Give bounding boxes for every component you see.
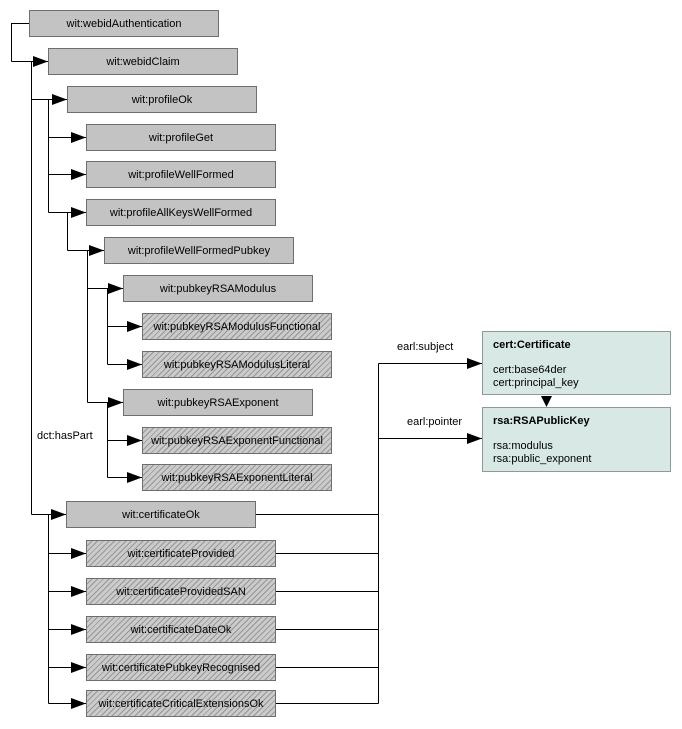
node-certificate-provided-san: wit:certificateProvidedSAN bbox=[86, 578, 276, 605]
node-webid-claim: wit:webidClaim bbox=[48, 48, 238, 75]
node-pubkey-rsa-exponent-literal: wit:pubkeyRSAExponentLiteral bbox=[142, 464, 332, 491]
node-pubkey-rsa-modulus-functional: wit:pubkeyRSAModulusFunctional bbox=[142, 313, 332, 340]
edge-label-earl-pointer: earl:pointer bbox=[407, 416, 463, 428]
attr-rsa-public-exponent: rsa:public_exponent bbox=[493, 453, 592, 465]
attr-cert-base64der: cert:base64der bbox=[493, 364, 567, 376]
class-rsa-public-key-title: rsa:RSAPublicKey bbox=[493, 415, 590, 427]
attr-rsa-modulus: rsa:modulus bbox=[493, 440, 553, 452]
edge-label-earl-subject: earl:subject bbox=[397, 341, 454, 353]
node-pubkey-rsa-exponent-functional: wit:pubkeyRSAExponentFunctional bbox=[142, 427, 332, 454]
node-certificate-critical-extensions-ok: wit:certificateCriticalExtensionsOk bbox=[86, 690, 276, 717]
node-pubkey-rsa-modulus-literal: wit:pubkeyRSAModulusLiteral bbox=[142, 351, 332, 378]
class-rsa-public-key bbox=[482, 407, 671, 472]
node-pubkey-rsa-modulus: wit:pubkeyRSAModulus bbox=[123, 275, 313, 302]
node-certificate-date-ok: wit:certificateDateOk bbox=[86, 616, 276, 643]
attr-cert-principal-key: cert:principal_key bbox=[493, 377, 579, 389]
node-profile-get: wit:profileGet bbox=[86, 124, 276, 151]
node-certificate-provided: wit:certificateProvided bbox=[86, 540, 276, 567]
node-certificate-pubkey-recognised: wit:certificatePubkeyRecognised bbox=[86, 654, 276, 681]
node-profile-ok: wit:profileOk bbox=[67, 86, 257, 113]
node-pubkey-rsa-exponent: wit:pubkeyRSAExponent bbox=[123, 389, 313, 416]
node-profile-all-keys-well-formed: wit:profileAllKeysWellFormed bbox=[86, 199, 276, 226]
node-profile-well-formed: wit:profileWellFormed bbox=[86, 161, 276, 188]
node-webid-authentication: wit:webidAuthentication bbox=[29, 10, 219, 37]
node-certificate-ok: wit:certificateOk bbox=[66, 501, 256, 528]
edge-label-dct-has-part: dct:hasPart bbox=[37, 430, 93, 442]
node-profile-well-formed-pubkey: wit:profileWellFormedPubkey bbox=[104, 237, 294, 264]
class-cert-certificate-title: cert:Certificate bbox=[493, 339, 571, 351]
class-cert-certificate bbox=[482, 331, 671, 395]
